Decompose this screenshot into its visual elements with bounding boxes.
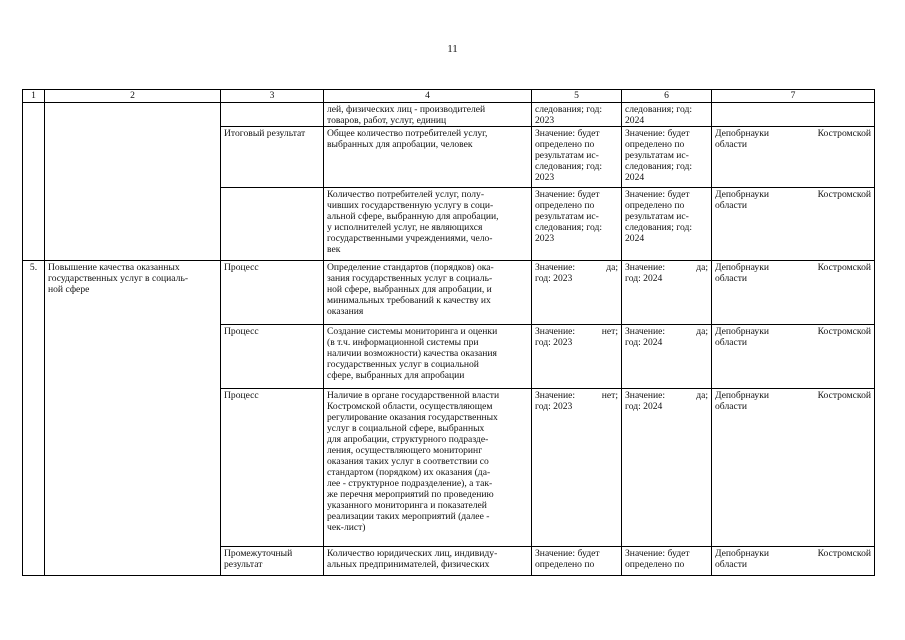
value-year: год: 2024 bbox=[625, 273, 663, 284]
responsible-org: Депобрнауки bbox=[715, 189, 770, 200]
value-2023-cell: Значение: будет определено по bbox=[532, 547, 622, 576]
type-cell bbox=[221, 188, 324, 261]
header-col-5: 5 bbox=[532, 90, 622, 103]
responsible-cell bbox=[712, 547, 875, 576]
responsible-region: Костромской bbox=[817, 548, 871, 559]
responsible-cell bbox=[712, 103, 875, 127]
indicator-cell: Количество потребителей услуг, полу- чивших государственную услугу в соци- альной сфере, выбранную для апробации, у исполнителей услуг, не являющихся государственными учреждениями, чело- век bbox=[324, 188, 532, 261]
responsible-org: Депобрнауки bbox=[715, 262, 770, 273]
type-cell: Процесс bbox=[221, 325, 324, 389]
header-col-3: 3 bbox=[221, 90, 324, 103]
header-col-7: 7 bbox=[712, 90, 875, 103]
responsible-region-suffix: области bbox=[715, 401, 748, 412]
value-flag: да; bbox=[696, 262, 708, 273]
table-row bbox=[23, 103, 875, 127]
responsible-region-suffix: области bbox=[715, 200, 748, 211]
responsible-region-suffix: области bbox=[715, 559, 748, 570]
responsible-org: Депобрнауки bbox=[715, 326, 770, 337]
value-year: год: 2023 bbox=[535, 401, 573, 412]
value-2023-cell bbox=[532, 389, 622, 547]
responsible-cell bbox=[712, 389, 875, 547]
type-cell: Процесс bbox=[221, 261, 324, 325]
responsible-cell bbox=[712, 127, 875, 188]
responsible-cell bbox=[712, 188, 875, 261]
value-2023-cell: Значение: будет определено по результатам ис- следования; год: 2023 bbox=[532, 127, 622, 188]
value-year: год: 2024 bbox=[625, 401, 663, 412]
value-year: год: 2024 bbox=[625, 337, 663, 348]
value-label: Значение: bbox=[535, 262, 576, 273]
header-col-4: 4 bbox=[324, 90, 532, 103]
value-2024-cell: Значение: будет определено по результатам ис- следования; год: 2024 bbox=[622, 127, 712, 188]
value-label: Значение: bbox=[535, 326, 576, 337]
responsible-region-suffix: области bbox=[715, 337, 748, 348]
responsible-region: Костромской bbox=[817, 390, 871, 401]
type-cell: Процесс bbox=[221, 389, 324, 547]
header-col-2: 2 bbox=[45, 90, 221, 103]
responsible-region-suffix: области bbox=[715, 139, 748, 150]
value-flag: да; bbox=[606, 262, 618, 273]
task-cell: Повышение качества оказанных государственных услуг в социаль- ной сфере bbox=[45, 261, 221, 576]
responsible-region: Костромской bbox=[817, 128, 871, 139]
indicator-cell: Наличие в органе государственной власти Костромской области, осуществляющем регулирование оказания государственных услуг в социальной сфере, выбранных для апробации, структурного подразде- ления, осуществляющего мониторинг оказания таких услуг в соответствии со стандартом (порядком) их оказания (да- лее - структурное подразделение), а так- же перечня мероприятий по проведению указанного мониторинга и показателей реализации таких мероприятий (далее - чек-лист) bbox=[324, 389, 532, 547]
value-flag: да; bbox=[696, 326, 708, 337]
value-label: Значение: bbox=[535, 390, 576, 401]
responsible-region-suffix: области bbox=[715, 273, 748, 284]
value-2024-cell: Значение: будет определено по bbox=[622, 547, 712, 576]
value-flag: нет; bbox=[601, 390, 618, 401]
num-cell bbox=[23, 103, 45, 261]
value-year: год: 2023 bbox=[535, 337, 573, 348]
responsible-org: Депобрнауки bbox=[715, 548, 770, 559]
indicator-cell: Общее количество потребителей услуг, выбранных для апробации, человек bbox=[324, 127, 532, 188]
indicator-cell: Создание системы мониторинга и оценки (в т.ч. информационной системы при наличии возможности) качества оказания государственных услуг в социальной сфере, выбранных для апробации bbox=[324, 325, 532, 389]
header-row bbox=[23, 90, 875, 103]
responsible-cell bbox=[712, 325, 875, 389]
value-label: Значение: bbox=[625, 390, 666, 401]
responsible-region: Костромской bbox=[817, 326, 871, 337]
value-2024-cell bbox=[622, 389, 712, 547]
header-col-6: 6 bbox=[622, 90, 712, 103]
value-flag: да; bbox=[696, 390, 708, 401]
responsible-org: Депобрнауки bbox=[715, 390, 770, 401]
value-2024-cell bbox=[622, 261, 712, 325]
page-number: 11 bbox=[447, 43, 458, 55]
value-2023-cell bbox=[532, 325, 622, 389]
value-2023-cell: Значение: будет определено по результатам ис- следования; год: 2023 bbox=[532, 188, 622, 261]
type-cell: Промежуточный результат bbox=[221, 547, 324, 576]
table-row bbox=[23, 261, 875, 325]
responsible-org: Депобрнауки bbox=[715, 128, 770, 139]
value-flag: нет; bbox=[601, 326, 618, 337]
type-cell: Итоговый результат bbox=[221, 127, 324, 188]
num-cell: 5. bbox=[23, 261, 45, 576]
indicators-table bbox=[22, 89, 875, 576]
value-2024-cell bbox=[622, 325, 712, 389]
type-cell bbox=[221, 103, 324, 127]
responsible-region: Костромской bbox=[817, 189, 871, 200]
task-cell bbox=[45, 103, 221, 261]
indicator-cell: Определение стандартов (порядков) ока- зания государственных услуг в социаль- ной сфере, выбранных для апробации, и минимальных требований к качеству их оказания bbox=[324, 261, 532, 325]
responsible-cell bbox=[712, 261, 875, 325]
value-year: год: 2023 bbox=[535, 273, 573, 284]
value-label: Значение: bbox=[625, 262, 666, 273]
header-col-1: 1 bbox=[23, 90, 45, 103]
value-label: Значение: bbox=[625, 326, 666, 337]
value-2024-cell: следования; год: 2024 bbox=[622, 103, 712, 127]
indicator-cell: Количество юридических лиц, индивиду- альных предпринимателей, физических bbox=[324, 547, 532, 576]
indicator-cell: лей, физических лиц - производителей товаров, работ, услуг, единиц bbox=[324, 103, 532, 127]
value-2024-cell: Значение: будет определено по результатам ис- следования; год: 2024 bbox=[622, 188, 712, 261]
value-2023-cell: следования; год: 2023 bbox=[532, 103, 622, 127]
responsible-region: Костромской bbox=[817, 262, 871, 273]
value-2023-cell bbox=[532, 261, 622, 325]
